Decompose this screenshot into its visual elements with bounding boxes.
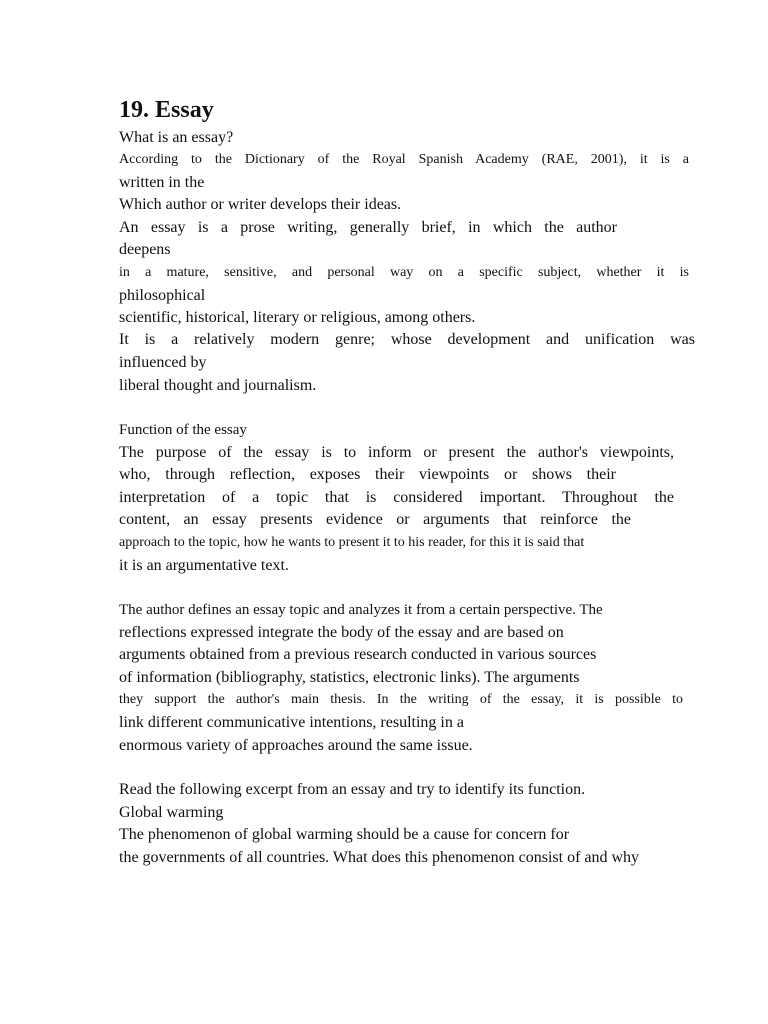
body-line: the governments of all countries. What does this phenomenon consist of and why [119,849,640,866]
section-heading: Function of the essay [119,422,247,438]
body-line: arguments obtained from a previous research conducted in various sources [119,646,597,663]
body-line: philosophical [119,287,206,304]
body-line: they support the author's main thesis. In the writing of the essay, it is possible to [119,692,683,707]
body-line: it is an argumentative text. [119,557,289,574]
body-line: According to the Dictionary of the Royal Spanish Academy (RAE, 2001), it is a [119,152,689,167]
body-line: content, an essay presents evidence or arguments that reinforce the [119,511,631,528]
subheading: Global warming [119,804,224,821]
body-line: of information (bibliography, statistics, electronic links). The arguments [119,669,580,686]
body-line: who, through reflection, exposes their viewpoints or shows their [119,466,616,483]
body-line: enormous variety of approaches around the same issue. [119,737,473,754]
body-line: scientific, historical, literary or religious, among others. [119,309,476,326]
body-line: Read the following excerpt from an essay and try to identify its function. [119,781,586,798]
body-line: written in the [119,174,205,191]
body-line: interpretation of a topic that is considered important. Throughout the [119,489,674,506]
body-line: It is a relatively modern genre; whose development and unification was [119,331,695,348]
body-line: influenced by [119,354,207,371]
body-line: approach to the topic, how he wants to present it to his reader, for this it is said that [119,535,585,550]
body-line: The author defines an essay topic and analyzes it from a certain perspective. The [119,602,603,618]
body-line: reflections expressed integrate the body of the essay and are based on [119,624,564,641]
body-line: in a mature, sensitive, and personal way on a specific subject, whether it is [119,265,689,280]
body-line: The phenomenon of global warming should be a cause for concern for [119,826,570,843]
body-line: deepens [119,241,171,258]
body-line: Which author or writer develops their ideas. [119,196,402,213]
body-line: liberal thought and journalism. [119,377,317,394]
section-heading: What is an essay? [119,129,234,146]
body-line: An essay is a prose writing, generally brief, in which the author [119,219,617,236]
body-line: The purpose of the essay is to inform or present the author's viewpoints, [119,444,674,461]
body-line: link different communicative intentions, resulting in a [119,714,464,731]
document-title: 19. Essay [119,97,214,123]
